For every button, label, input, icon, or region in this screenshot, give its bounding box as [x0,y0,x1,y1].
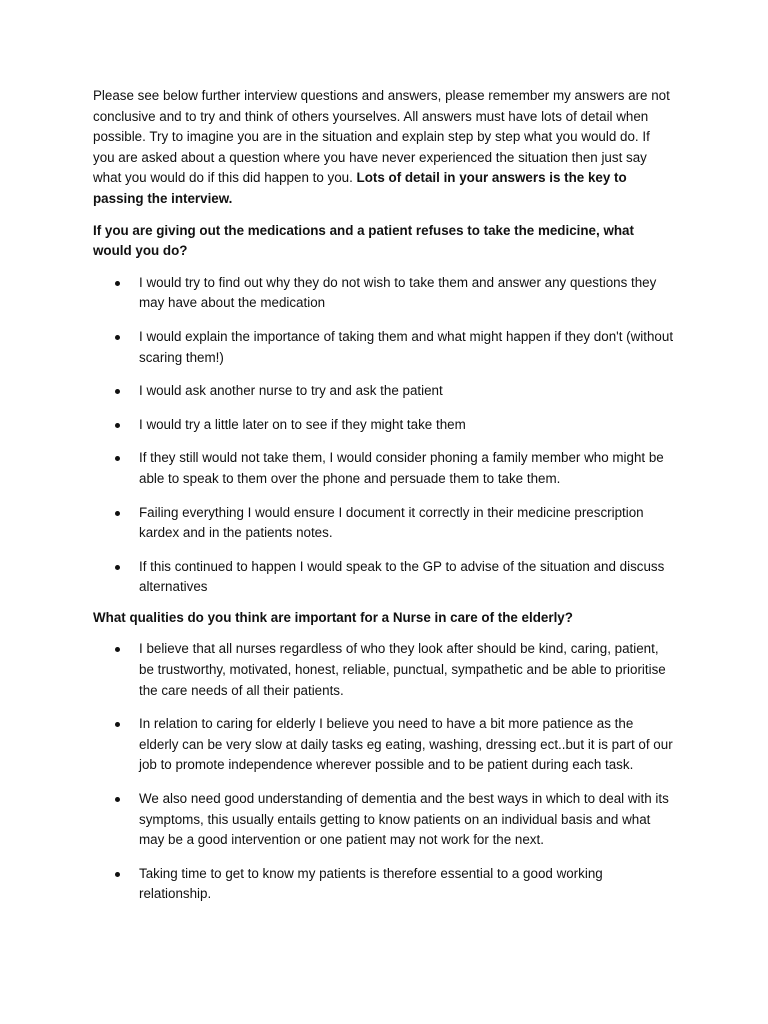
answer-list-qualities [93,639,675,905]
list-item [93,789,675,851]
question-elderly-care-qualities: What qualities do you think are important for a Nurse in care of the elderly? [93,609,573,625]
question-medication-refusal: If you are giving out the medications and a patient refuses to take the medicine, what would you do? [93,222,634,259]
list-item-text: I would ask another nurse to try and ask the patient [139,383,443,399]
list-item [93,448,675,489]
list-item-text: I would try to find out why they do not wish to take them and answer any questions they may have about the medication [139,274,657,311]
list-item-text: If they still would not take them, I would consider phoning a family member who might be able to speak to them over the phone and persuade them to take them. [139,450,664,486]
intro-paragraph [93,86,675,210]
bullet-icon [115,423,120,428]
list-item [93,415,675,436]
list-item-text: I believe that all nurses regardless of who they look after should be kind, caring, patient, be trustworthy, motivated, honest, reliable, punctual, sympathetic and be able to prioritise the care needs of all their patients. [139,641,666,698]
list-item [93,503,675,544]
bullet-icon [115,389,120,394]
bullet-icon [115,456,120,461]
bullet-icon [115,335,120,340]
document-body [93,86,675,915]
list-item [93,864,675,905]
list-item [93,273,675,314]
intro-text: Please see below further interview questions and answers, please remember my answers are not conclusive and to try and think of others yourselves. All answers must have lots of detail when possible. Try to imagine you are in the situation and explain step by step what you would do. If you are asked about a question where you have never experienced the situation then just say what you would do if this did happen to you. [93,88,670,186]
list-item-text: I would explain the importance of taking them and what might happen if they don't (without scaring them!) [139,328,674,365]
bullet-icon [115,647,120,652]
bullet-icon [115,281,120,286]
list-item [93,327,675,368]
list-item-text: I would try a little later on to see if they might take them [139,416,466,432]
list-item [93,639,675,701]
list-item-text: In relation to caring for elderly I believe you need to have a bit more patience as the elderly can be very slow at daily tasks eg eating, washing, dressing ect..but it is part of our job to promote independence wherever possible and to be patient during each task. [139,716,673,773]
list-item-text: Failing everything I would ensure I document it correctly in their medicine prescription kardex and in the patients notes. [139,504,644,541]
list-item [93,381,675,402]
list-item [93,557,675,598]
list-item [93,714,675,776]
bullet-icon [115,722,120,727]
bullet-icon [115,872,120,877]
list-item-text: If this continued to happen I would speak to the GP to advise of the situation and discuss alternatives [139,558,665,595]
bullet-icon [115,797,120,802]
list-item-text: Taking time to get to know my patients is therefore essential to a good working relationship. [139,865,603,902]
bullet-icon [115,511,120,516]
list-item-text: We also need good understanding of dementia and the best ways in which to deal with its symptoms, this usually entails getting to know patients on an individual basis and what may be a good intervention or one patient may not work for the next. [139,791,669,848]
answer-list-medication [93,273,675,598]
intro-bold-text: Lots of detail in your answers is the key to passing the interview. [93,170,627,206]
bullet-icon [115,565,120,570]
